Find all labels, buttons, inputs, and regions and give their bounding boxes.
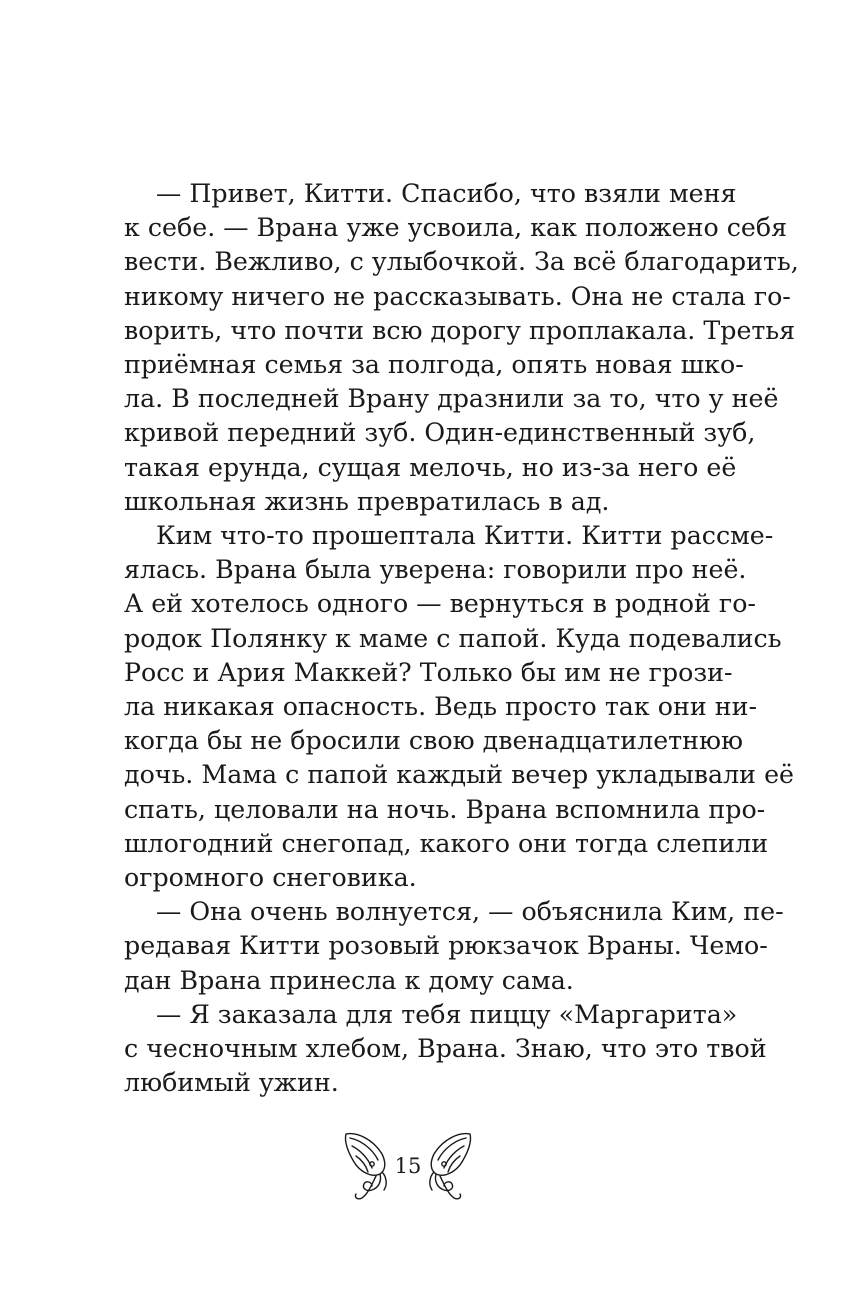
text-line: шлогодний снегопад, какого они тогда слепили [124, 828, 769, 858]
text-line: такая ерунда, сущая мелочь, но из-за него её [124, 452, 737, 482]
text-line: когда бы не бросили свою двенадцатилетнюю [124, 726, 744, 756]
text-line: приёмная семья за полгода, опять новая шко- [124, 350, 744, 380]
text-line: ворить, что почти всю дорогу проплакала. Третья [124, 315, 796, 345]
body-text [124, 177, 799, 1100]
text-line: к себе. — Врана уже усвоила, как положено себя [124, 213, 788, 243]
page-number: 15 [394, 1154, 422, 1178]
butterfly-wing-ornament-right-icon [424, 1128, 474, 1204]
text-line: дочь. Мама с папой каждый вечер укладывали её [124, 760, 795, 790]
text-line: спать, целовали на ночь. Врана вспомнила про- [124, 794, 766, 824]
text-line: А ей хотелось одного — вернуться в родной го- [124, 589, 756, 619]
text-line: ла. В последней Врану дразнили за то, что у неё [124, 384, 779, 414]
text-line: — Привет, Китти. Спасибо, что взяли меня [156, 179, 737, 208]
text-line: Ким что-то прошептала Китти. Китти рассме- [156, 521, 774, 551]
text-line: — Она очень волнуется, — объяснила Ким, пе- [156, 897, 784, 927]
page-footer [0, 1128, 844, 1208]
text-line: вести. Вежливо, с улыбочкой. За всё благодарить, [124, 247, 799, 277]
text-line: ялась. Врана была уверена: говорили про неё. [124, 555, 747, 585]
text-line: любимый ужин. [124, 1068, 339, 1098]
text-line: — Я заказала для тебя пиццу «Маргарита» [156, 999, 738, 1029]
text-line: кривой передний зуб. Один-единственный зуб, [124, 418, 756, 448]
text-line: школьная жизнь превратилась в ад. [124, 486, 610, 516]
text-line: с чесночным хлебом, Врана. Знаю, что это твой [124, 1034, 767, 1064]
text-line: Росс и Ария Маккей? Только бы им не грози- [124, 657, 733, 687]
butterfly-wing-ornament-left-icon [342, 1128, 392, 1204]
text-line: огромного снеговика. [124, 863, 417, 893]
text-line: ла никакая опасность. Ведь просто так они ни- [124, 692, 758, 722]
text-line: никому ничего не рассказывать. Она не стала го- [124, 281, 791, 311]
text-line: редавая Китти розовый рюкзачок Враны. Чемо- [124, 931, 768, 961]
text-line: родок Полянку к маме с папой. Куда подевались [124, 623, 782, 653]
text-line: дан Врана принесла к дому сама. [124, 965, 574, 995]
